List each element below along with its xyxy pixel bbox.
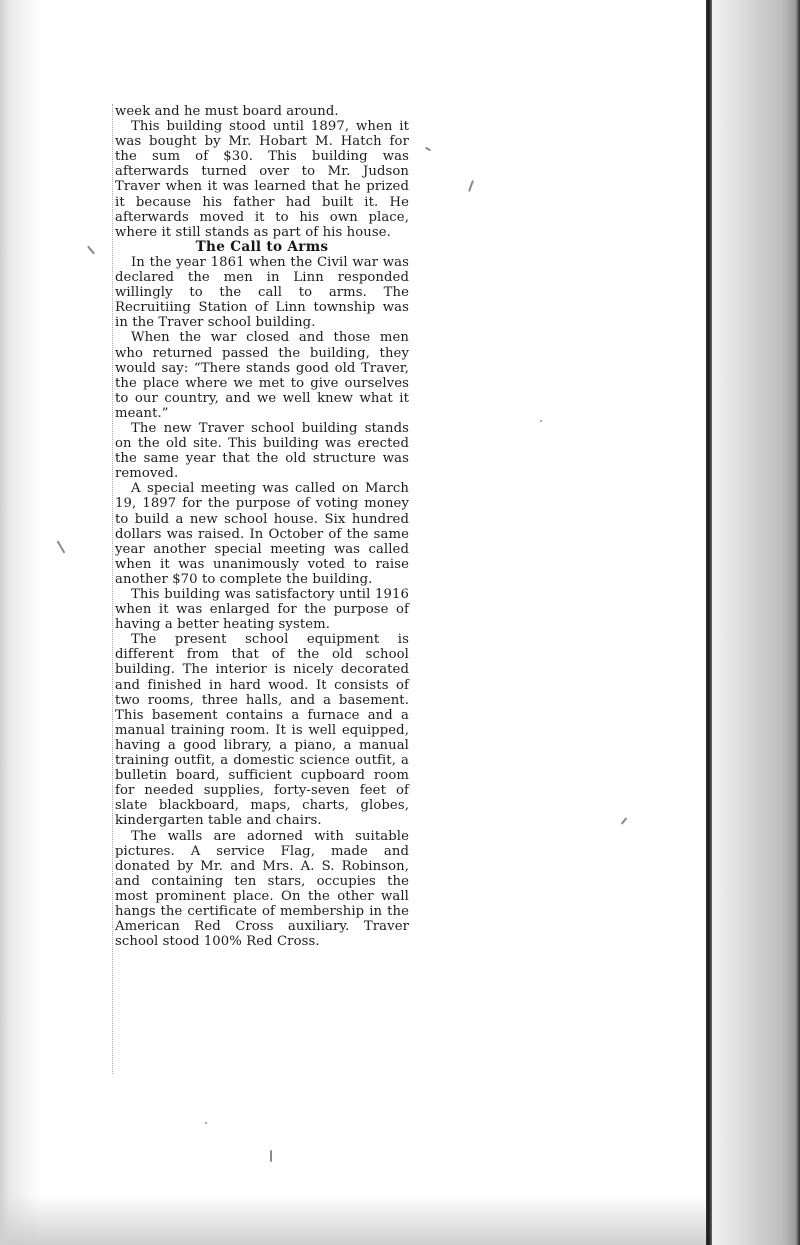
paragraph-war-closed: When the war closed and those men who returned passed the building, they would say: “There stands good old Traver, the place where we met to give ourselves to our country, and we well knew what it meant.” — [115, 330, 409, 421]
scan-speck — [87, 246, 95, 255]
paragraph-civil-war: In the year 1861 when the Civil war was declared the men in Linn responded willingly to the call to arms. The Recruitiing Station of Linn township was in the Traver school building. — [115, 254, 409, 331]
scan-speck — [205, 1122, 207, 1124]
scan-speck — [540, 420, 542, 422]
paragraph-enlarged: This building was satisfactory until 1916 when it was enlarged for the purpose of having a better heating system. — [115, 587, 409, 633]
scan-speck — [468, 180, 474, 192]
scan-speck — [270, 1150, 272, 1162]
column-margin-rule — [112, 104, 114, 1074]
scan-speck — [57, 540, 66, 553]
scan-speck — [425, 147, 431, 152]
scan-speck — [621, 817, 628, 824]
paragraph-building-sold: This building stood until 1897, when it was bought by Mr. Hobart M. Hatch for the sum of $30. This building was afterwards turned over to Mr. Judson Traver when it was learned that he prized it because his father had built it. He afterwards moved it to his own place, where it still stands as part of his house. — [115, 119, 409, 240]
section-heading: The Call to Arms — [195, 238, 329, 255]
paragraph-equipment: The present school equipment is different from that of the old school building. The interior is nicely decorated and finished in hard wood. It consists of two rooms, three halls, and a basement. This basement contains a furnace and a manual training room. It is well equipped, having a good library, a piano, a manual training outfit, a domestic science outfit, a bulletin board, sufficient cupboard room for needed supplies, forty-seven feet of slate blackboard, maps, charts, globes, kindergarten table and chairs. — [115, 632, 409, 829]
text-column — [115, 104, 409, 949]
paragraph-walls: The walls are adorned with suitable pictures. A service Flag, made and donated by Mr. and Mrs. A. S. Robinson, and containing ten stars, occupies the most prominent place. On the other wall hangs the certificate of membership in the American Red Cross auxiliary. Traver school stood 100% Red Cross. — [115, 828, 409, 950]
paragraph-continuation: week and he must board around. — [115, 104, 339, 119]
paragraph-special-meeting: A special meeting was called on March 19, 1897 for the purpose of voting money to build a new school house. Six hundred dollars was raised. In October of the same year another special meeting was called when it was unanimously voted to raise another $70 to complete the building. — [115, 481, 409, 587]
paragraph-new-building: The new Traver school building stands on the old site. This building was erected the same year that the old structure was removed. — [115, 420, 409, 482]
book-binding-strip — [712, 0, 800, 1245]
